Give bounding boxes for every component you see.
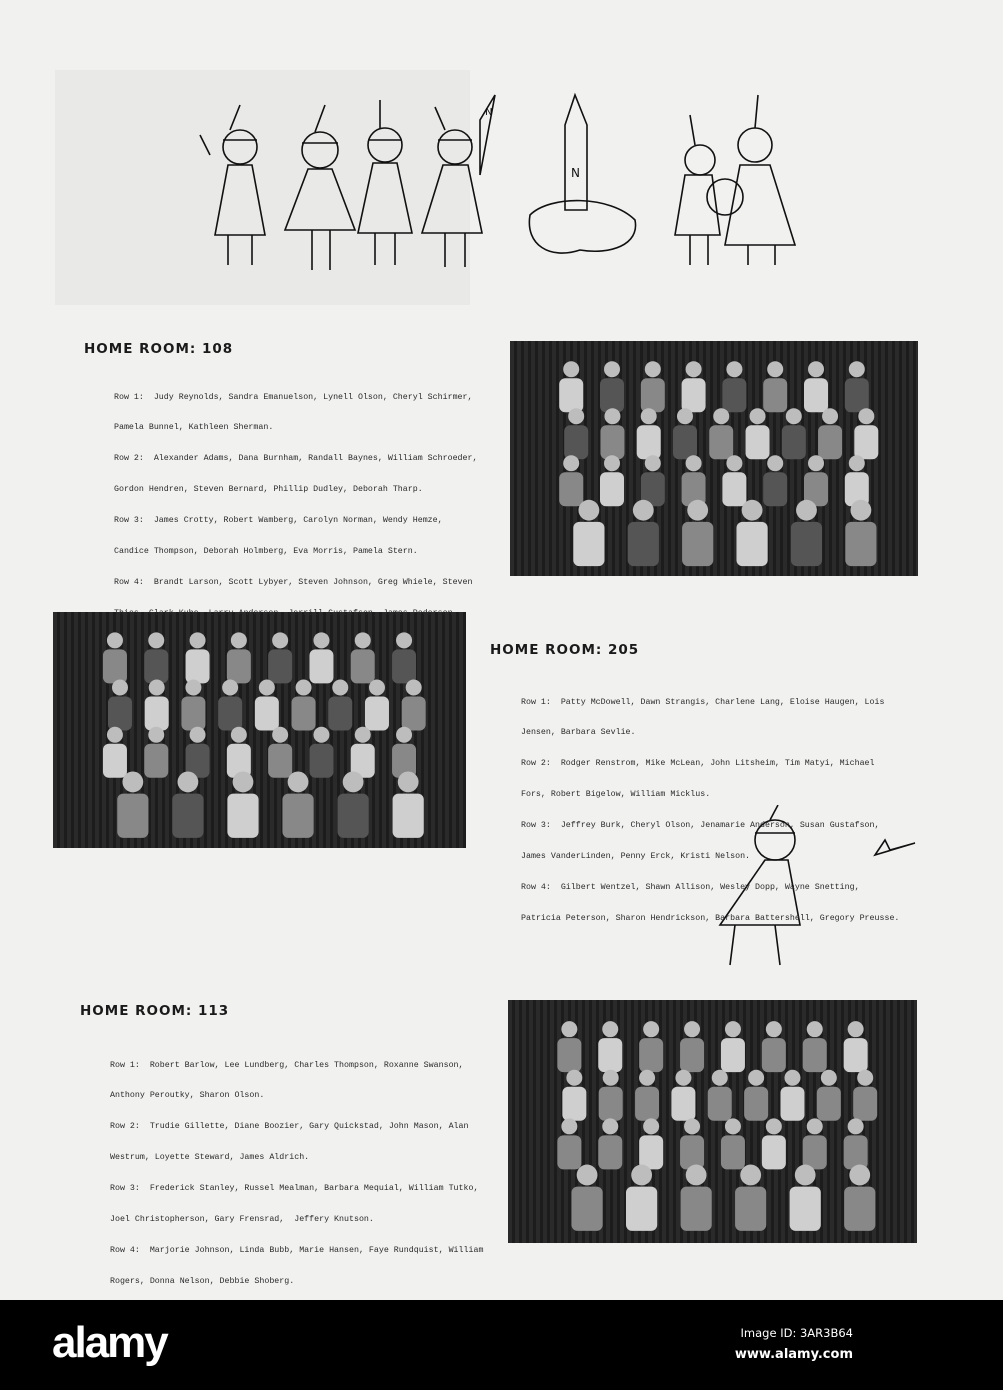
student-face bbox=[604, 408, 620, 424]
student-face bbox=[313, 632, 329, 648]
curtain-fold bbox=[664, 341, 668, 576]
student-figure bbox=[845, 378, 869, 412]
student-figure bbox=[673, 425, 697, 459]
student-face bbox=[742, 500, 763, 521]
student-face bbox=[602, 1118, 618, 1134]
student-figure bbox=[853, 1087, 877, 1121]
room-name-list bbox=[110, 1040, 483, 1297]
student-face bbox=[684, 1118, 700, 1134]
curtain-fold bbox=[559, 341, 563, 576]
name-line: Fors, Robert Bigelow, William Micklus. bbox=[521, 790, 711, 800]
curtain-fold bbox=[669, 1000, 673, 1243]
curtain-fold bbox=[517, 341, 521, 576]
student-face bbox=[807, 1118, 823, 1134]
student-face bbox=[645, 361, 661, 377]
student-figure bbox=[393, 794, 424, 838]
student-figure bbox=[599, 1087, 623, 1121]
student-face bbox=[639, 1070, 655, 1086]
cartoon-children-pair bbox=[675, 95, 795, 265]
student-face bbox=[406, 680, 422, 696]
class-photo-205 bbox=[53, 612, 466, 848]
student-face bbox=[568, 408, 584, 424]
student-face bbox=[849, 361, 865, 377]
student-face bbox=[849, 455, 865, 471]
image-id: Image ID: 3AR3B64 bbox=[740, 1326, 853, 1340]
curtain-fold bbox=[900, 1000, 904, 1243]
name-line: Row 2: Rodger Renstrom, Mike McLean, John Litsheim, Tim Matyi, Michael bbox=[521, 759, 875, 769]
student-face bbox=[577, 1165, 598, 1186]
student-face bbox=[288, 772, 309, 793]
student-face bbox=[355, 632, 371, 648]
student-figure bbox=[309, 744, 333, 778]
student-figure bbox=[144, 649, 168, 683]
student-face bbox=[222, 680, 238, 696]
curtain-fold bbox=[545, 341, 549, 576]
student-face bbox=[112, 680, 128, 696]
curtain-fold bbox=[102, 612, 106, 848]
rocket-letter: N bbox=[571, 166, 580, 180]
student-face bbox=[107, 727, 123, 743]
student-face bbox=[750, 408, 766, 424]
curtain-fold bbox=[543, 1000, 547, 1243]
student-face bbox=[726, 455, 742, 471]
student-figure bbox=[804, 378, 828, 412]
curtain-fold bbox=[662, 1000, 666, 1243]
curtain-fold bbox=[60, 612, 64, 848]
student-figure bbox=[255, 697, 279, 731]
student-face bbox=[259, 680, 275, 696]
curtain-fold bbox=[510, 341, 514, 576]
student-figure bbox=[181, 697, 205, 731]
student-figure bbox=[628, 522, 659, 566]
student-face bbox=[713, 408, 729, 424]
rocket-drawing bbox=[529, 95, 635, 253]
curtain-fold bbox=[207, 612, 211, 848]
curtain-fold bbox=[438, 612, 442, 848]
student-face bbox=[848, 1118, 864, 1134]
room-heading: HOME ROOM: 108 bbox=[84, 341, 234, 357]
student-figure bbox=[817, 1087, 841, 1121]
student-figure bbox=[103, 649, 127, 683]
student-face bbox=[643, 1021, 659, 1037]
student-figure bbox=[780, 1087, 804, 1121]
student-face bbox=[677, 408, 693, 424]
student-figure bbox=[557, 1135, 581, 1169]
student-figure bbox=[282, 794, 313, 838]
student-figure bbox=[803, 1038, 827, 1072]
student-figure bbox=[721, 1038, 745, 1072]
curtain-fold bbox=[508, 1000, 512, 1243]
student-figure bbox=[559, 378, 583, 412]
curtain-fold bbox=[671, 341, 675, 576]
student-figure bbox=[744, 1087, 768, 1121]
room-name-list bbox=[114, 372, 477, 629]
student-figure bbox=[292, 697, 316, 731]
student-face bbox=[684, 1021, 700, 1037]
student-face bbox=[796, 500, 817, 521]
alamy-logo: alamy bbox=[52, 1318, 167, 1367]
student-face bbox=[602, 1021, 618, 1037]
student-figure bbox=[844, 1187, 875, 1231]
student-figure bbox=[736, 522, 767, 566]
student-face bbox=[231, 632, 247, 648]
student-face bbox=[675, 1070, 691, 1086]
student-figure bbox=[671, 1087, 695, 1121]
student-face bbox=[396, 632, 412, 648]
curtain-fold bbox=[909, 341, 913, 576]
student-figure bbox=[635, 1087, 659, 1121]
curtain-fold bbox=[529, 1000, 533, 1243]
curtain-fold bbox=[74, 612, 78, 848]
student-figure bbox=[172, 794, 203, 838]
student-face bbox=[396, 727, 412, 743]
student-face bbox=[148, 632, 164, 648]
student-face bbox=[858, 408, 874, 424]
student-figure bbox=[818, 425, 842, 459]
student-face bbox=[848, 1021, 864, 1037]
student-figure bbox=[782, 425, 806, 459]
student-face bbox=[686, 455, 702, 471]
student-face bbox=[808, 361, 824, 377]
student-face bbox=[272, 632, 288, 648]
student-figure bbox=[144, 744, 168, 778]
student-face bbox=[604, 361, 620, 377]
curtain-fold bbox=[914, 1000, 917, 1243]
student-figure bbox=[365, 697, 389, 731]
student-face bbox=[740, 1165, 761, 1186]
student-figure bbox=[117, 794, 148, 838]
curtain-fold bbox=[895, 341, 899, 576]
student-figure bbox=[338, 794, 369, 838]
student-face bbox=[821, 1070, 837, 1086]
student-figure bbox=[103, 744, 127, 778]
student-figure bbox=[598, 1038, 622, 1072]
student-face bbox=[566, 1070, 582, 1086]
class-photo-108 bbox=[510, 341, 918, 576]
student-figure bbox=[708, 1087, 732, 1121]
site-url: www.alamy.com bbox=[734, 1347, 853, 1362]
name-line: Row 2: Alexander Adams, Dana Burnham, Randall Baynes, William Schroeder, bbox=[114, 454, 478, 464]
student-figure bbox=[682, 378, 706, 412]
student-face bbox=[807, 1021, 823, 1037]
room-heading: HOME ROOM: 205 bbox=[490, 642, 640, 658]
student-face bbox=[725, 1021, 741, 1037]
watermark-footer bbox=[0, 1300, 1003, 1390]
student-figure bbox=[268, 649, 292, 683]
student-figure bbox=[680, 1135, 704, 1169]
student-figure bbox=[564, 425, 588, 459]
student-figure bbox=[721, 1135, 745, 1169]
student-face bbox=[767, 361, 783, 377]
student-figure bbox=[763, 378, 787, 412]
room-name-list bbox=[521, 677, 899, 934]
class-photo-113 bbox=[508, 1000, 917, 1243]
student-face bbox=[767, 455, 783, 471]
curtain-fold bbox=[424, 612, 428, 848]
curtain-fold bbox=[676, 1000, 680, 1243]
student-face bbox=[686, 361, 702, 377]
curtain-fold bbox=[839, 341, 843, 576]
student-face bbox=[563, 361, 579, 377]
student-figure bbox=[557, 1038, 581, 1072]
student-face bbox=[578, 500, 599, 521]
curtain-fold bbox=[837, 1000, 841, 1243]
student-figure bbox=[845, 522, 876, 566]
student-face bbox=[725, 1118, 741, 1134]
curtain-fold bbox=[524, 341, 528, 576]
name-line: Rogers, Donna Nelson, Debbie Shoberg. bbox=[110, 1276, 295, 1286]
student-figure bbox=[682, 522, 713, 566]
curtain-fold bbox=[916, 341, 918, 576]
curtain-fold bbox=[81, 612, 85, 848]
student-face bbox=[231, 727, 247, 743]
student-figure bbox=[735, 1187, 766, 1231]
student-figure bbox=[844, 1135, 868, 1169]
student-figure bbox=[844, 1038, 868, 1072]
student-face bbox=[784, 1070, 800, 1086]
student-figure bbox=[637, 425, 661, 459]
student-face bbox=[369, 680, 385, 696]
student-face bbox=[148, 727, 164, 743]
name-line: Row 3: Jeffrey Burk, Cheryl Olson, Jenamarie Anderson, Susan Gustafson, bbox=[521, 821, 880, 831]
name-line: Patricia Peterson, Sharon Hendrickson, Barbara Battershell, Gregory Preusse. bbox=[521, 913, 900, 923]
student-figure bbox=[571, 1187, 602, 1231]
student-figure bbox=[639, 1038, 663, 1072]
student-figure bbox=[639, 1135, 663, 1169]
student-face bbox=[786, 408, 802, 424]
student-face bbox=[185, 680, 201, 696]
cartoon-child-1 bbox=[200, 105, 265, 265]
student-face bbox=[795, 1165, 816, 1186]
student-face bbox=[332, 680, 348, 696]
student-face bbox=[178, 772, 199, 793]
curtain-fold bbox=[781, 1000, 785, 1243]
student-figure bbox=[600, 378, 624, 412]
student-figure bbox=[402, 697, 426, 731]
student-face bbox=[149, 680, 165, 696]
curtain-fold bbox=[459, 612, 463, 848]
student-figure bbox=[763, 472, 787, 506]
curtain-fold bbox=[881, 341, 885, 576]
curtain-fold bbox=[622, 341, 626, 576]
curtain-fold bbox=[888, 341, 892, 576]
student-face bbox=[631, 1165, 652, 1186]
name-line: Row 3: James Crotty, Robert Wamberg, Carolyn Norman, Wendy Hemze, bbox=[114, 516, 443, 526]
student-figure bbox=[562, 1087, 586, 1121]
cartoon-child-4-with-pennant bbox=[422, 95, 495, 267]
student-face bbox=[122, 772, 143, 793]
student-face bbox=[712, 1070, 728, 1086]
name-line: Row 3: Frederick Stanley, Russel Mealman, Barbara Mequial, William Tutko, bbox=[110, 1184, 479, 1194]
curtain-fold bbox=[431, 612, 435, 848]
student-figure bbox=[722, 472, 746, 506]
student-face bbox=[190, 632, 206, 648]
student-figure bbox=[218, 697, 242, 731]
student-face bbox=[641, 408, 657, 424]
student-face bbox=[233, 772, 254, 793]
student-figure bbox=[351, 649, 375, 683]
student-figure bbox=[709, 425, 733, 459]
name-line: Row 4: Brandt Larson, Scott Lybyer, Steven Johnson, Greg Whiele, Steven bbox=[114, 577, 473, 587]
curtain-fold bbox=[522, 1000, 526, 1243]
student-face bbox=[645, 455, 661, 471]
student-figure bbox=[328, 697, 352, 731]
student-figure bbox=[641, 378, 665, 412]
student-face bbox=[190, 727, 206, 743]
name-line: Gordon Hendren, Steven Bernard, Phillip Dudley, Deborah Tharp. bbox=[114, 485, 423, 495]
curtain-fold bbox=[902, 341, 906, 576]
photo-scene bbox=[53, 612, 466, 848]
student-figure bbox=[108, 697, 132, 731]
curtain-fold bbox=[620, 1000, 624, 1243]
student-face bbox=[633, 500, 654, 521]
photo-scene bbox=[510, 341, 918, 576]
student-face bbox=[850, 500, 871, 521]
name-line: Row 1: Patty McDowell, Dawn Strangis, Charlene Lang, Eloise Haugen, Lois bbox=[521, 697, 885, 707]
curtain-fold bbox=[718, 1000, 722, 1243]
cartoon-child-2 bbox=[285, 105, 355, 270]
student-figure bbox=[268, 744, 292, 778]
student-figure bbox=[626, 1187, 657, 1231]
curtain-fold bbox=[550, 1000, 554, 1243]
student-figure bbox=[803, 1135, 827, 1169]
student-face bbox=[686, 1165, 707, 1186]
student-face bbox=[726, 361, 742, 377]
student-figure bbox=[791, 522, 822, 566]
curtain-fold bbox=[886, 1000, 890, 1243]
name-line: Candice Thompson, Deborah Holmberg, Eva Morris, Pamela Stern. bbox=[114, 547, 418, 557]
curtain-fold bbox=[536, 1000, 540, 1243]
name-line: Westrum, Loyette Steward, James Aldrich. bbox=[110, 1153, 310, 1163]
name-line: Anthony Peroutky, Sharon Olson. bbox=[110, 1091, 265, 1101]
name-line: James VanderLinden, Penny Erck, Kristi Nelson. bbox=[521, 852, 751, 862]
curtain-fold bbox=[830, 1000, 834, 1243]
student-face bbox=[766, 1021, 782, 1037]
name-line: Row 1: Judy Reynolds, Sandra Emanuelson, Lynell Olson, Cheryl Schirmer, bbox=[114, 392, 473, 402]
student-face bbox=[272, 727, 288, 743]
student-face bbox=[643, 1118, 659, 1134]
student-figure bbox=[145, 697, 169, 731]
student-face bbox=[296, 680, 312, 696]
curtain-fold bbox=[53, 612, 57, 848]
name-line: Jensen, Barbara Sevlie. bbox=[521, 728, 636, 738]
curtain-fold bbox=[552, 341, 556, 576]
student-figure bbox=[227, 794, 258, 838]
student-figure bbox=[309, 649, 333, 683]
cartoon-child-3 bbox=[358, 100, 412, 265]
curtain-fold bbox=[879, 1000, 883, 1243]
student-face bbox=[687, 500, 708, 521]
student-face bbox=[343, 772, 364, 793]
student-face bbox=[398, 772, 419, 793]
student-figure bbox=[559, 472, 583, 506]
curtain-fold bbox=[95, 612, 99, 848]
student-figure bbox=[186, 649, 210, 683]
student-face bbox=[857, 1070, 873, 1086]
student-figure bbox=[598, 1135, 622, 1169]
student-face bbox=[355, 727, 371, 743]
cartoon-drawings bbox=[190, 85, 820, 295]
name-line: Pamela Bunnel, Kathleen Sherman. bbox=[114, 423, 274, 433]
name-line: Joel Christopherson, Gary Frensrad, Jeffery Knutson. bbox=[110, 1215, 374, 1225]
student-face bbox=[107, 632, 123, 648]
curtain-fold bbox=[823, 1000, 827, 1243]
student-figure bbox=[790, 1187, 821, 1231]
curtain-fold bbox=[515, 1000, 519, 1243]
curtain-fold bbox=[88, 612, 92, 848]
student-figure bbox=[227, 649, 251, 683]
student-figure bbox=[392, 649, 416, 683]
student-face bbox=[603, 1070, 619, 1086]
curtain-fold bbox=[907, 1000, 911, 1243]
curtain-fold bbox=[165, 612, 169, 848]
curtain-fold bbox=[893, 1000, 897, 1243]
pennant-letter: N bbox=[485, 107, 493, 118]
curtain-fold bbox=[531, 341, 535, 576]
student-face bbox=[849, 1165, 870, 1186]
student-figure bbox=[600, 425, 624, 459]
student-face bbox=[604, 455, 620, 471]
curtain-fold bbox=[214, 612, 218, 848]
student-face bbox=[808, 455, 824, 471]
student-face bbox=[561, 1118, 577, 1134]
student-figure bbox=[762, 1135, 786, 1169]
student-figure bbox=[573, 522, 604, 566]
room-heading: HOME ROOM: 113 bbox=[80, 1003, 230, 1019]
student-face bbox=[822, 408, 838, 424]
student-figure bbox=[746, 425, 770, 459]
student-face bbox=[563, 455, 579, 471]
name-line: Row 1: Robert Barlow, Lee Lundberg, Charles Thompson, Roxanne Swanson, bbox=[110, 1060, 464, 1070]
student-face bbox=[313, 727, 329, 743]
student-figure bbox=[722, 378, 746, 412]
photo-scene bbox=[508, 1000, 917, 1243]
student-face bbox=[561, 1021, 577, 1037]
name-line: Row 2: Trudie Gillette, Diane Boozier, Gary Quickstad, John Mason, Alan bbox=[110, 1122, 469, 1132]
student-figure bbox=[762, 1038, 786, 1072]
curtain-fold bbox=[557, 1000, 561, 1243]
student-figure bbox=[681, 1187, 712, 1231]
student-figure bbox=[680, 1038, 704, 1072]
student-face bbox=[766, 1118, 782, 1134]
name-line: Thies, Clark Kube, Larry Anderson, Jerrill Gustafson, James Pederson. bbox=[114, 608, 458, 618]
curtain-fold bbox=[67, 612, 71, 848]
curtain-fold bbox=[389, 612, 393, 848]
student-figure bbox=[854, 425, 878, 459]
curtain-fold bbox=[445, 612, 449, 848]
curtain-fold bbox=[452, 612, 456, 848]
curtain-fold bbox=[538, 341, 542, 576]
name-line: Row 4: Gilbert Wentzel, Shawn Allison, Wesley Dopp, Wayne Snetting, bbox=[521, 882, 860, 892]
student-face bbox=[748, 1070, 764, 1086]
student-figure bbox=[600, 472, 624, 506]
name-line: Row 4: Marjorie Johnson, Linda Bubb, Marie Hansen, Faye Rundquist, William bbox=[110, 1245, 484, 1255]
